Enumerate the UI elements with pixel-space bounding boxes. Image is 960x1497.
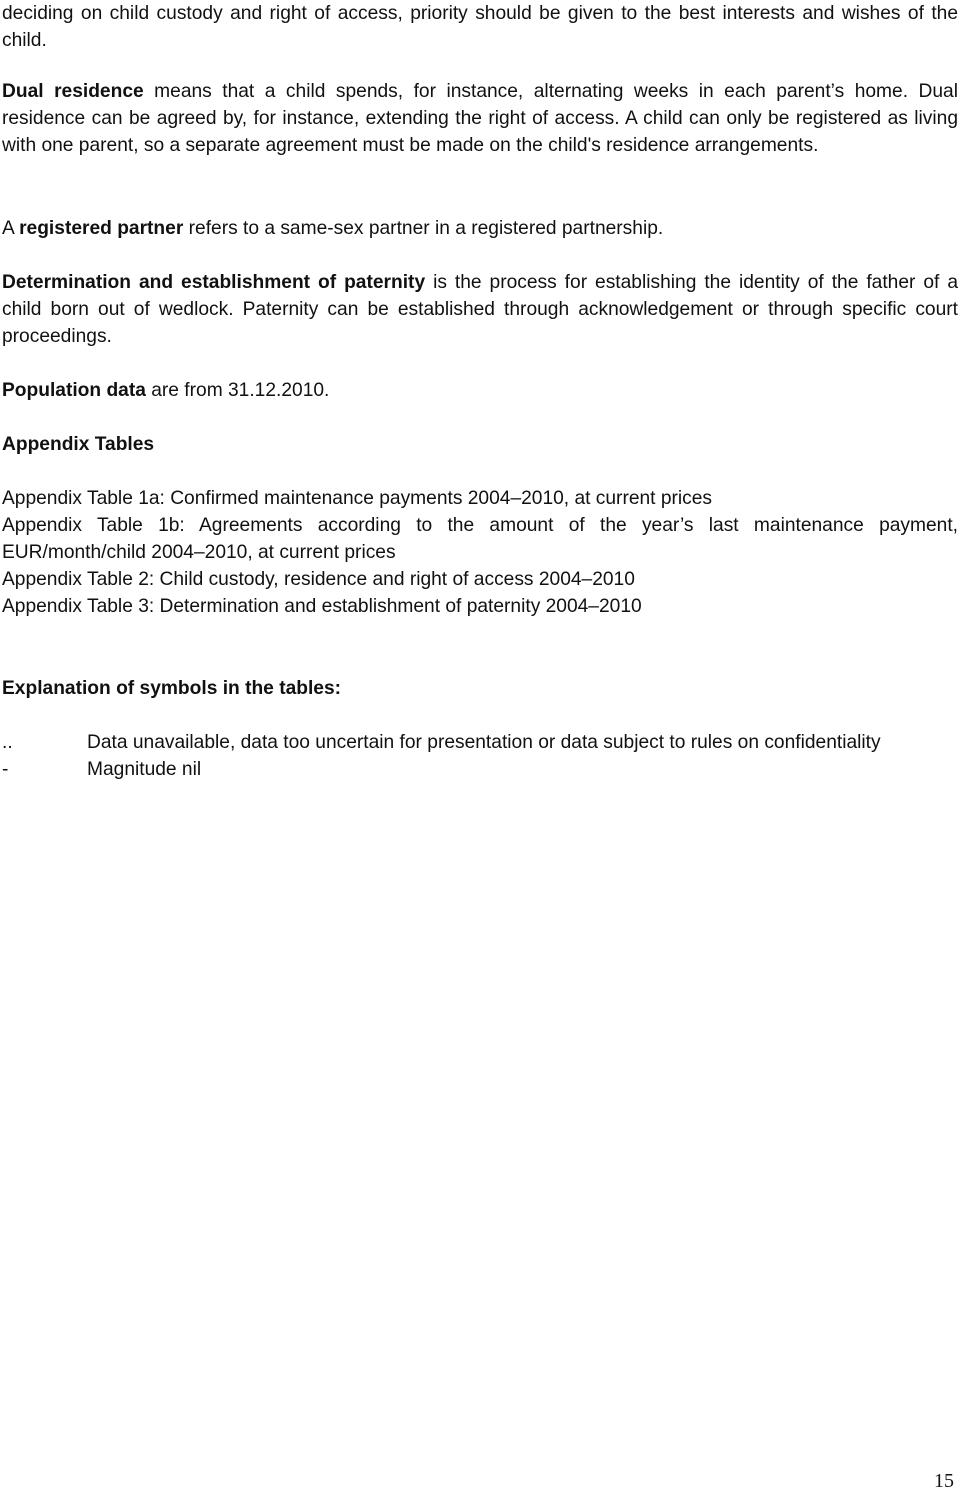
symbol-description: Data unavailable, data too uncertain for presentation or data subject to rules on confidentiality xyxy=(87,732,881,753)
population-text: are from 31.12.2010. xyxy=(145,380,330,401)
appendix-list xyxy=(2,485,958,620)
symbols-heading: Explanation of symbols in the tables: xyxy=(2,678,342,699)
population-paragraph xyxy=(2,377,958,404)
appendix-item: Appendix Table 2: Child custody, residence and right of access 2004–2010 xyxy=(2,569,635,590)
intro-text: deciding on child custody and right of access, priority should be given to the best interests and wishes of the child. xyxy=(2,3,958,51)
paternity-text: is the process for establishing the identity of the father of a child born out of wedlock. Paternity can be established through acknowledgement or through specific court proceedings. xyxy=(2,272,958,347)
dual-residence-text: means that a child spends, for instance, alternating weeks in each parent’s home. Dual residence can be agreed by, for instance, extending the right of access. A child can only be registered as living with one parent, so a separate agreement must be made on the child's residence arrangements. xyxy=(2,81,958,156)
paternity-paragraph xyxy=(2,269,958,350)
symbol-row xyxy=(2,756,958,783)
dual-residence-term: Dual residence xyxy=(2,81,144,102)
intro-paragraph xyxy=(2,0,958,54)
registered-partner-term: registered partner xyxy=(19,218,184,239)
population-term: Population data xyxy=(2,380,146,401)
appendix-item: Appendix Table 1a: Confirmed maintenance payments 2004–2010, at current prices xyxy=(2,488,713,509)
appendix-item: Appendix Table 1b: Agreements according to the amount of the year’s last maintenance payment, EUR/month/child 2004–2010, at current prices xyxy=(2,515,958,563)
registered-partner-prefix: A xyxy=(2,218,20,239)
page-number: 15 xyxy=(934,1470,954,1492)
dual-residence-paragraph xyxy=(2,78,958,159)
symbols-list xyxy=(2,729,958,783)
paternity-term: Determination and establishment of paternity xyxy=(2,272,426,293)
appendix-item: Appendix Table 3: Determination and establishment of paternity 2004–2010 xyxy=(2,596,642,617)
symbol-row xyxy=(2,729,958,756)
registered-partner-paragraph xyxy=(2,215,958,242)
appendix-heading: Appendix Tables xyxy=(2,434,155,455)
symbol-mark: - xyxy=(2,759,9,780)
symbol-description: Magnitude nil xyxy=(87,759,202,780)
symbol-mark: .. xyxy=(2,732,13,753)
registered-partner-text: refers to a same-sex partner in a registered partnership. xyxy=(183,218,664,239)
